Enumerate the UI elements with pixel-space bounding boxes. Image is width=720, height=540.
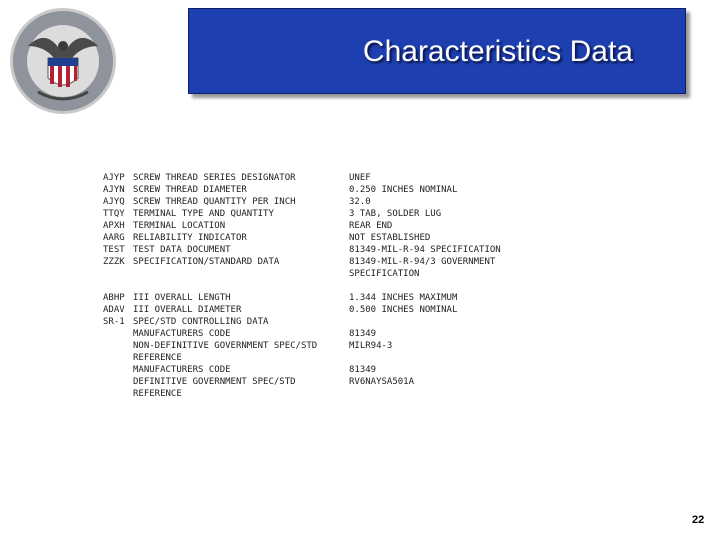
row-code: ADAV [103,305,125,315]
agency-seal-logo [8,6,118,116]
table-row [103,352,549,364]
row-value: 81349 [349,329,377,339]
table-row [103,340,549,352]
row-description: TEST DATA DOCUMENT [133,245,231,255]
table-row [103,364,549,376]
row-code: AJYN [103,185,125,195]
page-number: 22 [692,514,705,526]
row-code [103,340,133,352]
title-banner [188,8,686,94]
table-row [103,220,549,232]
row-code: AJYQ [103,197,125,207]
row-description: DEFINITIVE GOVERNMENT SPEC/STD [133,377,296,387]
row-code [103,352,133,364]
table-row [103,376,549,388]
row-description: SPEC/STD CONTROLLING DATA [133,317,269,327]
row-code [103,364,133,376]
table-row [103,316,549,328]
table-row [103,232,549,244]
table-row [103,328,549,340]
row-value: 0.500 INCHES NOMINAL [349,305,458,315]
row-code: TTQY [103,209,125,219]
row-code: AARG [103,233,125,243]
row-value: 81349-MIL-R-94/3 GOVERNMENT [349,257,496,267]
row-description: TERMINAL LOCATION [133,221,226,231]
row-description: SCREW THREAD QUANTITY PER INCH [133,197,296,207]
row-code [103,268,133,280]
row-value [349,388,549,400]
row-code: AJYP [103,173,125,183]
row-description: NON-DEFINITIVE GOVERNMENT SPEC/STD [133,341,318,351]
row-description: REFERENCE [133,353,182,363]
row-description: III OVERALL DIAMETER [133,305,242,315]
row-code: SR-1 [103,317,125,327]
row-code [103,376,133,388]
row-description [133,268,349,280]
row-code: ABHP [103,293,125,303]
table-row [103,172,549,184]
row-value: 3 TAB, SOLDER LUG [349,209,442,219]
row-code: ZZZK [103,257,125,267]
table-row [103,268,549,280]
row-value: REAR END [349,221,393,231]
row-value: UNEF [349,173,371,183]
table-row [103,184,549,196]
row-description: MANUFACTURERS CODE [133,329,231,339]
table-row [103,292,549,304]
row-value: 0.250 INCHES NOMINAL [349,185,458,195]
row-value [349,316,549,328]
row-value: 32.0 [349,197,371,207]
table-row [103,208,549,220]
row-value: 81349 [349,365,377,375]
table-row [103,244,549,256]
row-code: TEST [103,245,125,255]
row-description: SCREW THREAD SERIES DESIGNATOR [133,173,296,183]
row-description: RELIABILITY INDICATOR [133,233,247,243]
page-title: Characteristics Data [362,35,633,68]
row-description: TERMINAL TYPE AND QUANTITY [133,209,274,219]
row-description: III OVERALL LENGTH [133,293,231,303]
row-description: SPECIFICATION/STANDARD DATA [133,257,280,267]
row-code: APXH [103,221,125,231]
row-value: NOT ESTABLISHED [349,233,431,243]
row-description: SCREW THREAD DIAMETER [133,185,247,195]
table-row [103,256,549,268]
row-description: MANUFACTURERS CODE [133,365,231,375]
characteristics-table [103,172,549,400]
row-value: MILR94-3 [349,341,393,351]
row-value: RV6NAYSA501A [349,377,415,387]
row-value: 1.344 INCHES MAXIMUM [349,293,458,303]
row-value: 81349-MIL-R-94 SPECIFICATION [349,245,501,255]
row-value [349,352,549,364]
table-row [103,196,549,208]
row-value: SPECIFICATION [349,269,420,279]
row-code [103,388,133,400]
row-description: REFERENCE [133,389,182,399]
table-row [103,304,549,316]
row-code [103,328,133,340]
table-row [103,388,549,400]
